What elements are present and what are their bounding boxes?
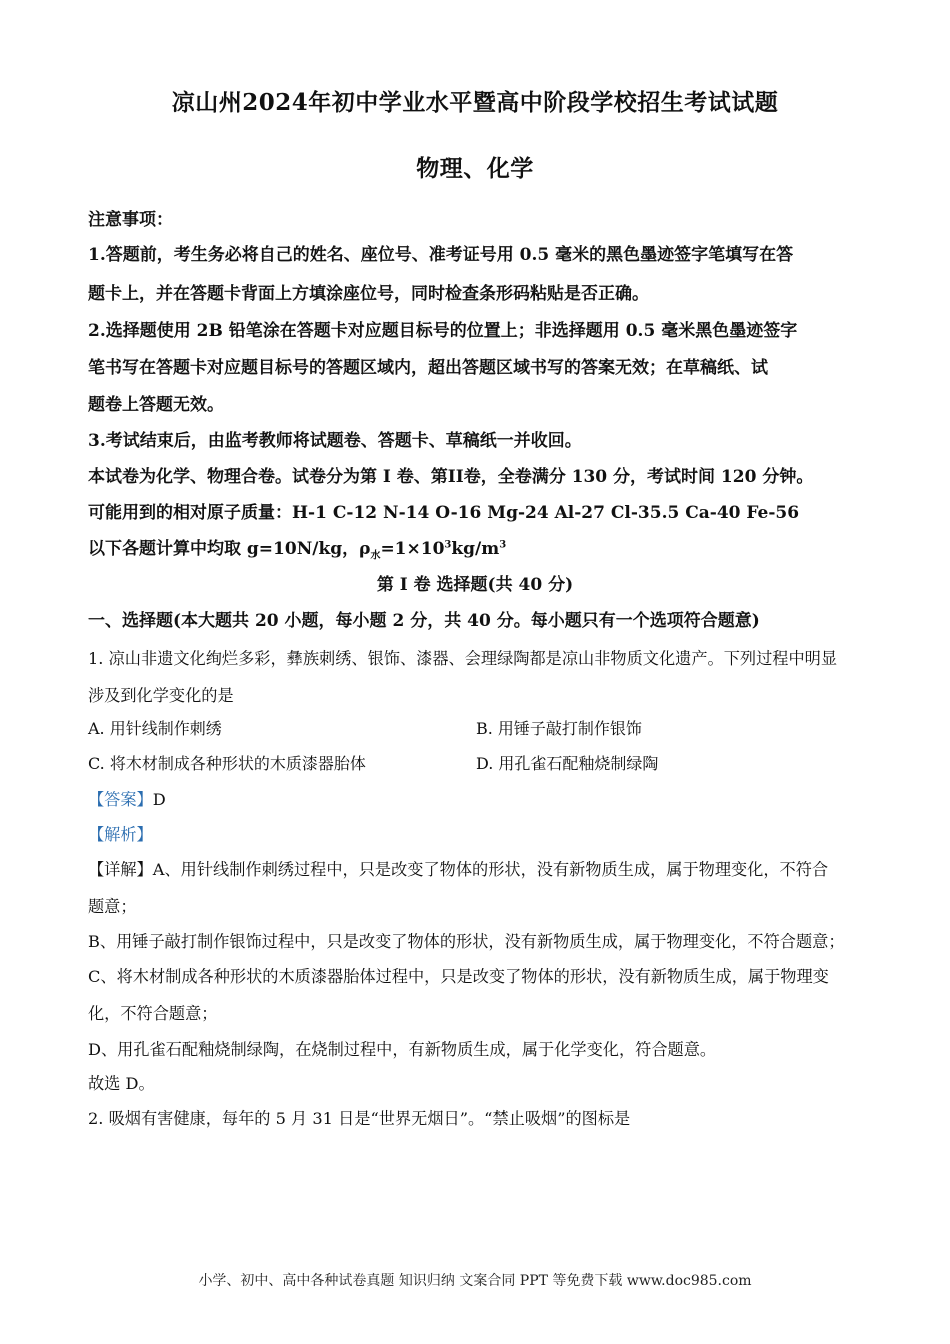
notice-line: 题卷上答题无效。	[88, 395, 224, 415]
analysis-line	[88, 821, 868, 845]
notice-line: 3.考试结束后，由监考教师将试题卷、答题卡、草稿纸一并收回。	[88, 431, 582, 451]
detail-line: B、用锤子敲打制作银饰过程中，只是改变了物体的形状，没有新物质生成，属于物理变化，不符合题意；	[88, 932, 845, 951]
question-stem: 1. 凉山非遗文化绚烂多彩，彝族刺绣、银饰、漆器、会理绿陶都是凉山非物质文化遗产。下列过程中明显	[88, 649, 838, 668]
calc-mid: =1×10	[380, 539, 445, 559]
notice-line: 2.选择题使用 2B 铅笔涂在答题卡对应题目标号的位置上；非选择题用 0.5 毫米黑色墨迹签字	[88, 321, 798, 341]
option-d: D. 用孔雀石配釉烧制绿陶	[476, 754, 659, 773]
question-stem: 涉及到化学变化的是	[88, 686, 234, 705]
notice-line: 本试卷为化学、物理合卷。试卷分为第 I 卷、第II卷，全卷满分 130 分，考试时间 120 分钟。	[88, 467, 814, 487]
analysis-tag: 【解析】	[88, 825, 153, 844]
answer-tag: 【答案】	[88, 790, 153, 809]
calc-constants-line	[88, 534, 868, 562]
calc-prefix: 以下各题计算中均取 g=10N/kg，ρ	[88, 539, 371, 559]
detail-line: D、用孔雀石配釉烧制绿陶，在烧制过程中，有新物质生成，属于化学变化，符合题意。	[88, 1040, 717, 1059]
answer-line	[88, 786, 868, 810]
part-title: 一、选择题(本大题共 20 小题，每小题 2 分，共 40 分。每小题只有一个选项符合题意)	[88, 611, 760, 631]
atomic-mass-line: 可能用到的相对原子质量：H-1 C-12 N-14 O-16 Mg-24 Al-27 Cl-35.5 Ca-40 Fe-56	[88, 503, 800, 523]
calc-sup: 3	[499, 539, 507, 551]
option-b: B. 用锤子敲打制作银饰	[476, 719, 642, 738]
detail-line	[88, 856, 868, 880]
question-stem: 2. 吸烟有害健康，每年的 5 月 31 日是“世界无烟日”。“禁止吸烟”的图标是	[88, 1109, 631, 1128]
detail-line: C、将木材制成各种形状的木质漆器胎体过程中，只是改变了物体的形状，没有新物质生成，属于物理变	[88, 967, 829, 986]
section-title: 第 I 卷 选择题(共 40 分)	[376, 575, 574, 595]
notice-heading: 注意事项：	[88, 210, 173, 230]
detail-line: 化，不符合题意；	[88, 1004, 218, 1023]
conclusion-line: 故选 D。	[88, 1074, 155, 1093]
exam-subtitle: 物理、化学	[416, 155, 534, 182]
detail-line: 题意；	[88, 897, 137, 916]
detail-tag: 【详解】	[88, 860, 153, 879]
detail-text: A、用针线制作刺绣过程中，只是改变了物体的形状，没有新物质生成，属于物理变化，不符合	[152, 860, 829, 879]
calc-unit: kg/m	[451, 539, 500, 559]
page-footer: 小学、初中、高中各种试卷真题 知识归纳 文案合同 PPT 等免费下载 www.doc985.com	[198, 1273, 752, 1289]
notice-line: 题卡上，并在答题卡背面上方填涂座位号，同时检查条形码粘贴是否正确。	[88, 284, 649, 304]
exam-title: 凉山州2024年初中学业水平暨高中阶段学校招生考试试题	[171, 89, 779, 116]
notice-line: 笔书写在答题卡对应题目标号的答题区域内，超出答题区域书写的答案无效；在草稿纸、试	[88, 358, 768, 378]
notice-line: 1.答题前，考生务必将自己的姓名、座位号、准考证号用 0.5 毫米的黑色墨迹签字笔填写在答	[88, 245, 794, 265]
calc-sub: 水	[370, 550, 381, 562]
option-c: C. 将木材制成各种形状的木质漆器胎体	[88, 754, 366, 773]
calc-sup: 3	[444, 539, 452, 551]
answer-value: D	[152, 790, 166, 809]
option-a: A. 用针线制作刺绣	[88, 719, 222, 738]
